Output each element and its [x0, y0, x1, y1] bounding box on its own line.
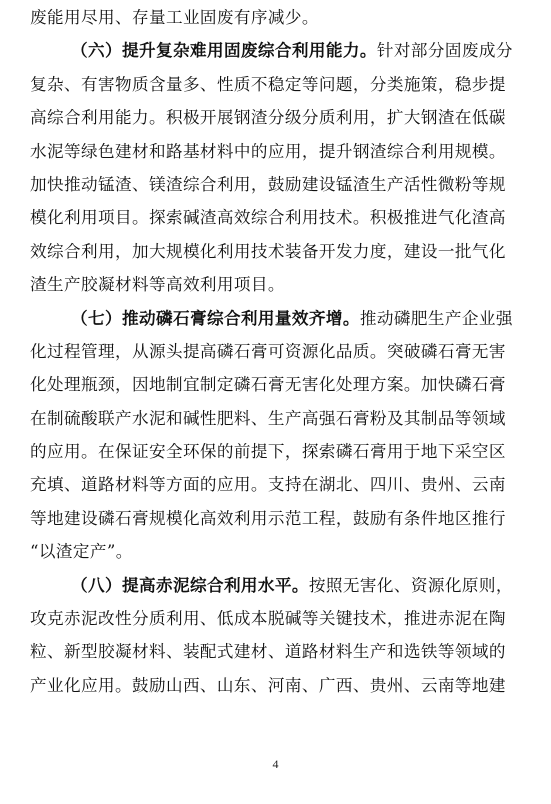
- text-line: [30, 68, 524, 101]
- text-line: [30, 535, 524, 568]
- text-line: [30, 235, 524, 268]
- paragraph-first-line: [30, 569, 524, 602]
- line-text: 粒、新型胶凝材料、装配式建材、道路材料生产和选铁等领域的: [30, 642, 506, 662]
- text-line: [30, 201, 524, 234]
- line-text: 充填、道路材料等方面的应用。支持在湖北、四川、贵州、云南: [30, 475, 506, 495]
- line-text: 按照无害化、资源化原则，: [308, 575, 513, 595]
- document-page: [30, 0, 524, 702]
- text-line: [30, 1, 524, 34]
- section-heading: （七）推动磷石膏综合利用量效齐增。: [71, 308, 360, 328]
- text-line: [30, 168, 524, 201]
- text-line: [30, 335, 524, 368]
- line-text: 等地建设磷石膏规模化高效利用示范工程，鼓励有条件地区推行: [30, 508, 506, 528]
- line-text: “以渣定产”。: [30, 542, 133, 562]
- text-line: [30, 669, 524, 702]
- text-line: [30, 468, 524, 501]
- paragraph-first-line: [30, 302, 524, 335]
- line-text: 推动磷肥生产企业强: [359, 308, 513, 328]
- line-text: 效综合利用，加大规模化利用技术装备开发力度，建设一批气化: [30, 241, 506, 261]
- text-line: [30, 602, 524, 635]
- page-number: 4: [272, 757, 279, 771]
- text-line: [30, 635, 524, 668]
- line-text: 攻克赤泥改性分质利用、低成本脱碱等关键技术，推进赤泥在陶: [30, 609, 506, 629]
- line-text: 废能用尽用、存量工业固废有序减少。: [30, 8, 319, 27]
- text-line: [30, 135, 524, 168]
- section-heading: （八）提高赤泥综合利用水平。: [71, 575, 309, 595]
- text-line: [30, 268, 524, 301]
- section-heading: （六）提升复杂难用固废综合利用能力。: [71, 41, 377, 61]
- text-line: [30, 368, 524, 401]
- line-text: 化处理瓶颈，因地制宜制定磷石膏无害化处理方案。加快磷石膏: [30, 375, 506, 395]
- line-text: 高综合利用能力。积极开展钢渣分级分质利用，扩大钢渣在低碳: [30, 108, 506, 128]
- line-text: 渣生产胶凝材料等高效利用项目。: [30, 275, 285, 295]
- line-text: 产业化应用。鼓励山西、山东、河南、广西、贵州、云南等地建: [30, 675, 506, 695]
- line-text: 针对部分固废成分: [376, 41, 513, 61]
- paragraph-first-line: [30, 34, 524, 67]
- text-line: [30, 502, 524, 535]
- line-text: 加快推动锰渣、镁渣综合利用，鼓励建设锰渣生产活性微粉等规: [30, 174, 506, 194]
- line-text: 在制硫酸联产水泥和碱性肥料、生产高强石膏粉及其制品等领域: [30, 408, 506, 428]
- text-line: [30, 435, 524, 468]
- text-line: [30, 402, 524, 435]
- text-line: [30, 101, 524, 134]
- line-text: 水泥等绿色建材和路基材料中的应用，提升钢渣综合利用规模。: [30, 141, 506, 161]
- line-text: 复杂、有害物质含量多、性质不稳定等问题，分类施策，稳步提: [30, 74, 506, 94]
- line-text: 的应用。在保证安全环保的前提下，探索磷石膏用于地下采空区: [30, 442, 506, 462]
- line-text: 模化利用项目。探索碱渣高效综合利用技术。积极推进气化渣高: [30, 208, 506, 228]
- line-text: 化过程管理，从源头提高磷石膏可资源化品质。突破磷石膏无害: [30, 341, 506, 361]
